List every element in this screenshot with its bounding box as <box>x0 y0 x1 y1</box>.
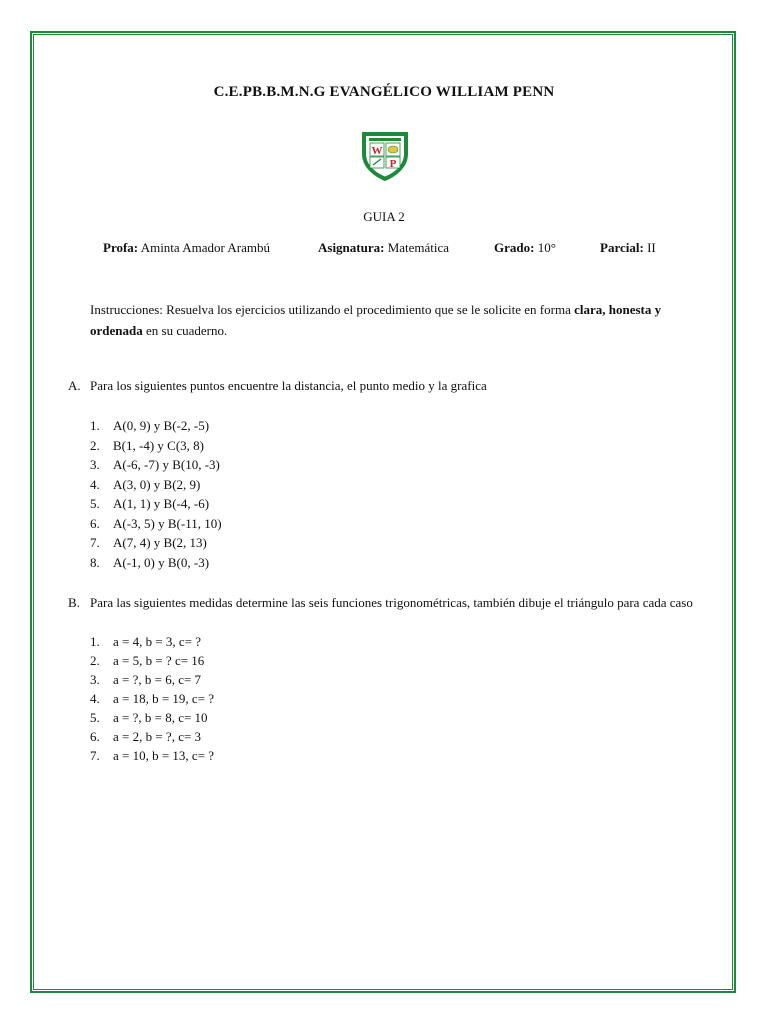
item-text: a = 4, b = 3, c= ? <box>113 634 202 649</box>
instructions-tail: en su cuaderno. <box>142 323 228 338</box>
teacher-field <box>103 240 270 256</box>
item-text: A(-1, 0) y B(0, -3) <box>113 554 210 570</box>
list-item <box>90 533 222 553</box>
item-number: 6. <box>90 729 100 744</box>
item-text: a = 5, b = ? c= 16 <box>113 653 205 668</box>
list-item <box>90 416 222 436</box>
list-item <box>90 436 222 456</box>
item-text: a = 10, b = 13, c= ? <box>113 748 215 763</box>
item-number: 3. <box>90 672 100 687</box>
partial-field <box>600 240 656 256</box>
list-item <box>90 727 214 746</box>
list-item <box>90 475 222 495</box>
crest-letter-w: W <box>371 145 383 157</box>
item-text: A(1, 1) y B(-4, -6) <box>113 496 210 511</box>
item-number: 6. <box>90 515 100 531</box>
item-number: 2. <box>90 653 100 668</box>
section-a-list <box>90 416 222 572</box>
school-crest-icon <box>359 128 411 182</box>
instructions-text: Instrucciones: Resuelva los ejercicios utilizando el procedimiento que se le solicite en forma <box>90 302 575 317</box>
list-item <box>90 689 214 708</box>
item-text: B(1, -4) y C(3, 8) <box>113 437 204 453</box>
teacher-value: Aminta Amador Arambú <box>140 240 270 255</box>
item-number: 2. <box>90 437 100 453</box>
partial-label: Parcial: <box>600 240 644 255</box>
item-number: 7. <box>90 748 100 763</box>
list-item <box>90 514 222 534</box>
subject-field <box>318 240 449 256</box>
list-item <box>90 708 214 727</box>
guide-title: GUIA 2 <box>363 209 405 224</box>
subject-label: Asignatura: <box>318 240 385 255</box>
item-text: a = ?, b = 8, c= 10 <box>113 710 208 725</box>
item-number: 1. <box>90 418 100 433</box>
list-item <box>90 553 222 573</box>
item-text: A(7, 4) y B(2, 13) <box>113 535 207 550</box>
grade-value: 10° <box>537 240 556 255</box>
list-item <box>90 746 214 765</box>
school-title: C.E.PB.B.M.N.G EVANGÉLICO WILLIAM PENN <box>213 84 555 100</box>
grade-label: Grado: <box>494 240 535 255</box>
teacher-label: Profa: <box>103 240 139 255</box>
section-b-list <box>90 632 214 765</box>
item-number: 3. <box>90 457 100 472</box>
item-text: A(3, 0) y B(2, 9) <box>113 476 201 492</box>
item-number: 4. <box>90 691 100 706</box>
section-b-text: Para las siguientes medidas determine las seis funciones trigonométricas, también dibuje el triángulo para cada caso <box>90 595 693 610</box>
section-a-heading <box>68 378 487 394</box>
section-b-letter: B. <box>68 595 80 610</box>
item-number: 1. <box>90 634 100 649</box>
grade-field <box>494 240 556 256</box>
section-b-heading <box>68 595 693 611</box>
item-text: a = 18, b = 19, c= ? <box>113 691 215 706</box>
crest-letter-p: P <box>389 158 397 170</box>
list-item <box>90 494 222 514</box>
item-text: A(-3, 5) y B(-11, 10) <box>113 515 222 531</box>
section-a-letter: A. <box>68 378 81 393</box>
subject-value: Matemática <box>387 240 450 255</box>
item-number: 8. <box>90 554 100 570</box>
item-text: a = 2, b = ?, c= 3 <box>113 729 202 744</box>
partial-value: II <box>647 240 656 255</box>
list-item <box>90 670 214 689</box>
instructions-emphasis: clara, honesta y ordenada <box>90 302 662 338</box>
list-item <box>90 455 222 475</box>
list-item <box>90 632 214 651</box>
item-number: 5. <box>90 496 100 511</box>
item-number: 5. <box>90 710 100 725</box>
item-number: 7. <box>90 535 100 550</box>
item-text: a = ?, b = 6, c= 7 <box>113 672 202 687</box>
item-number: 4. <box>90 476 100 492</box>
instructions-paragraph <box>90 299 690 341</box>
item-text: A(-6, -7) y B(10, -3) <box>113 457 220 472</box>
item-text: A(0, 9) y B(-2, -5) <box>113 418 210 433</box>
list-item <box>90 651 214 670</box>
section-a-text: Para los siguientes puntos encuentre la distancia, el punto medio y la grafica <box>90 378 487 393</box>
